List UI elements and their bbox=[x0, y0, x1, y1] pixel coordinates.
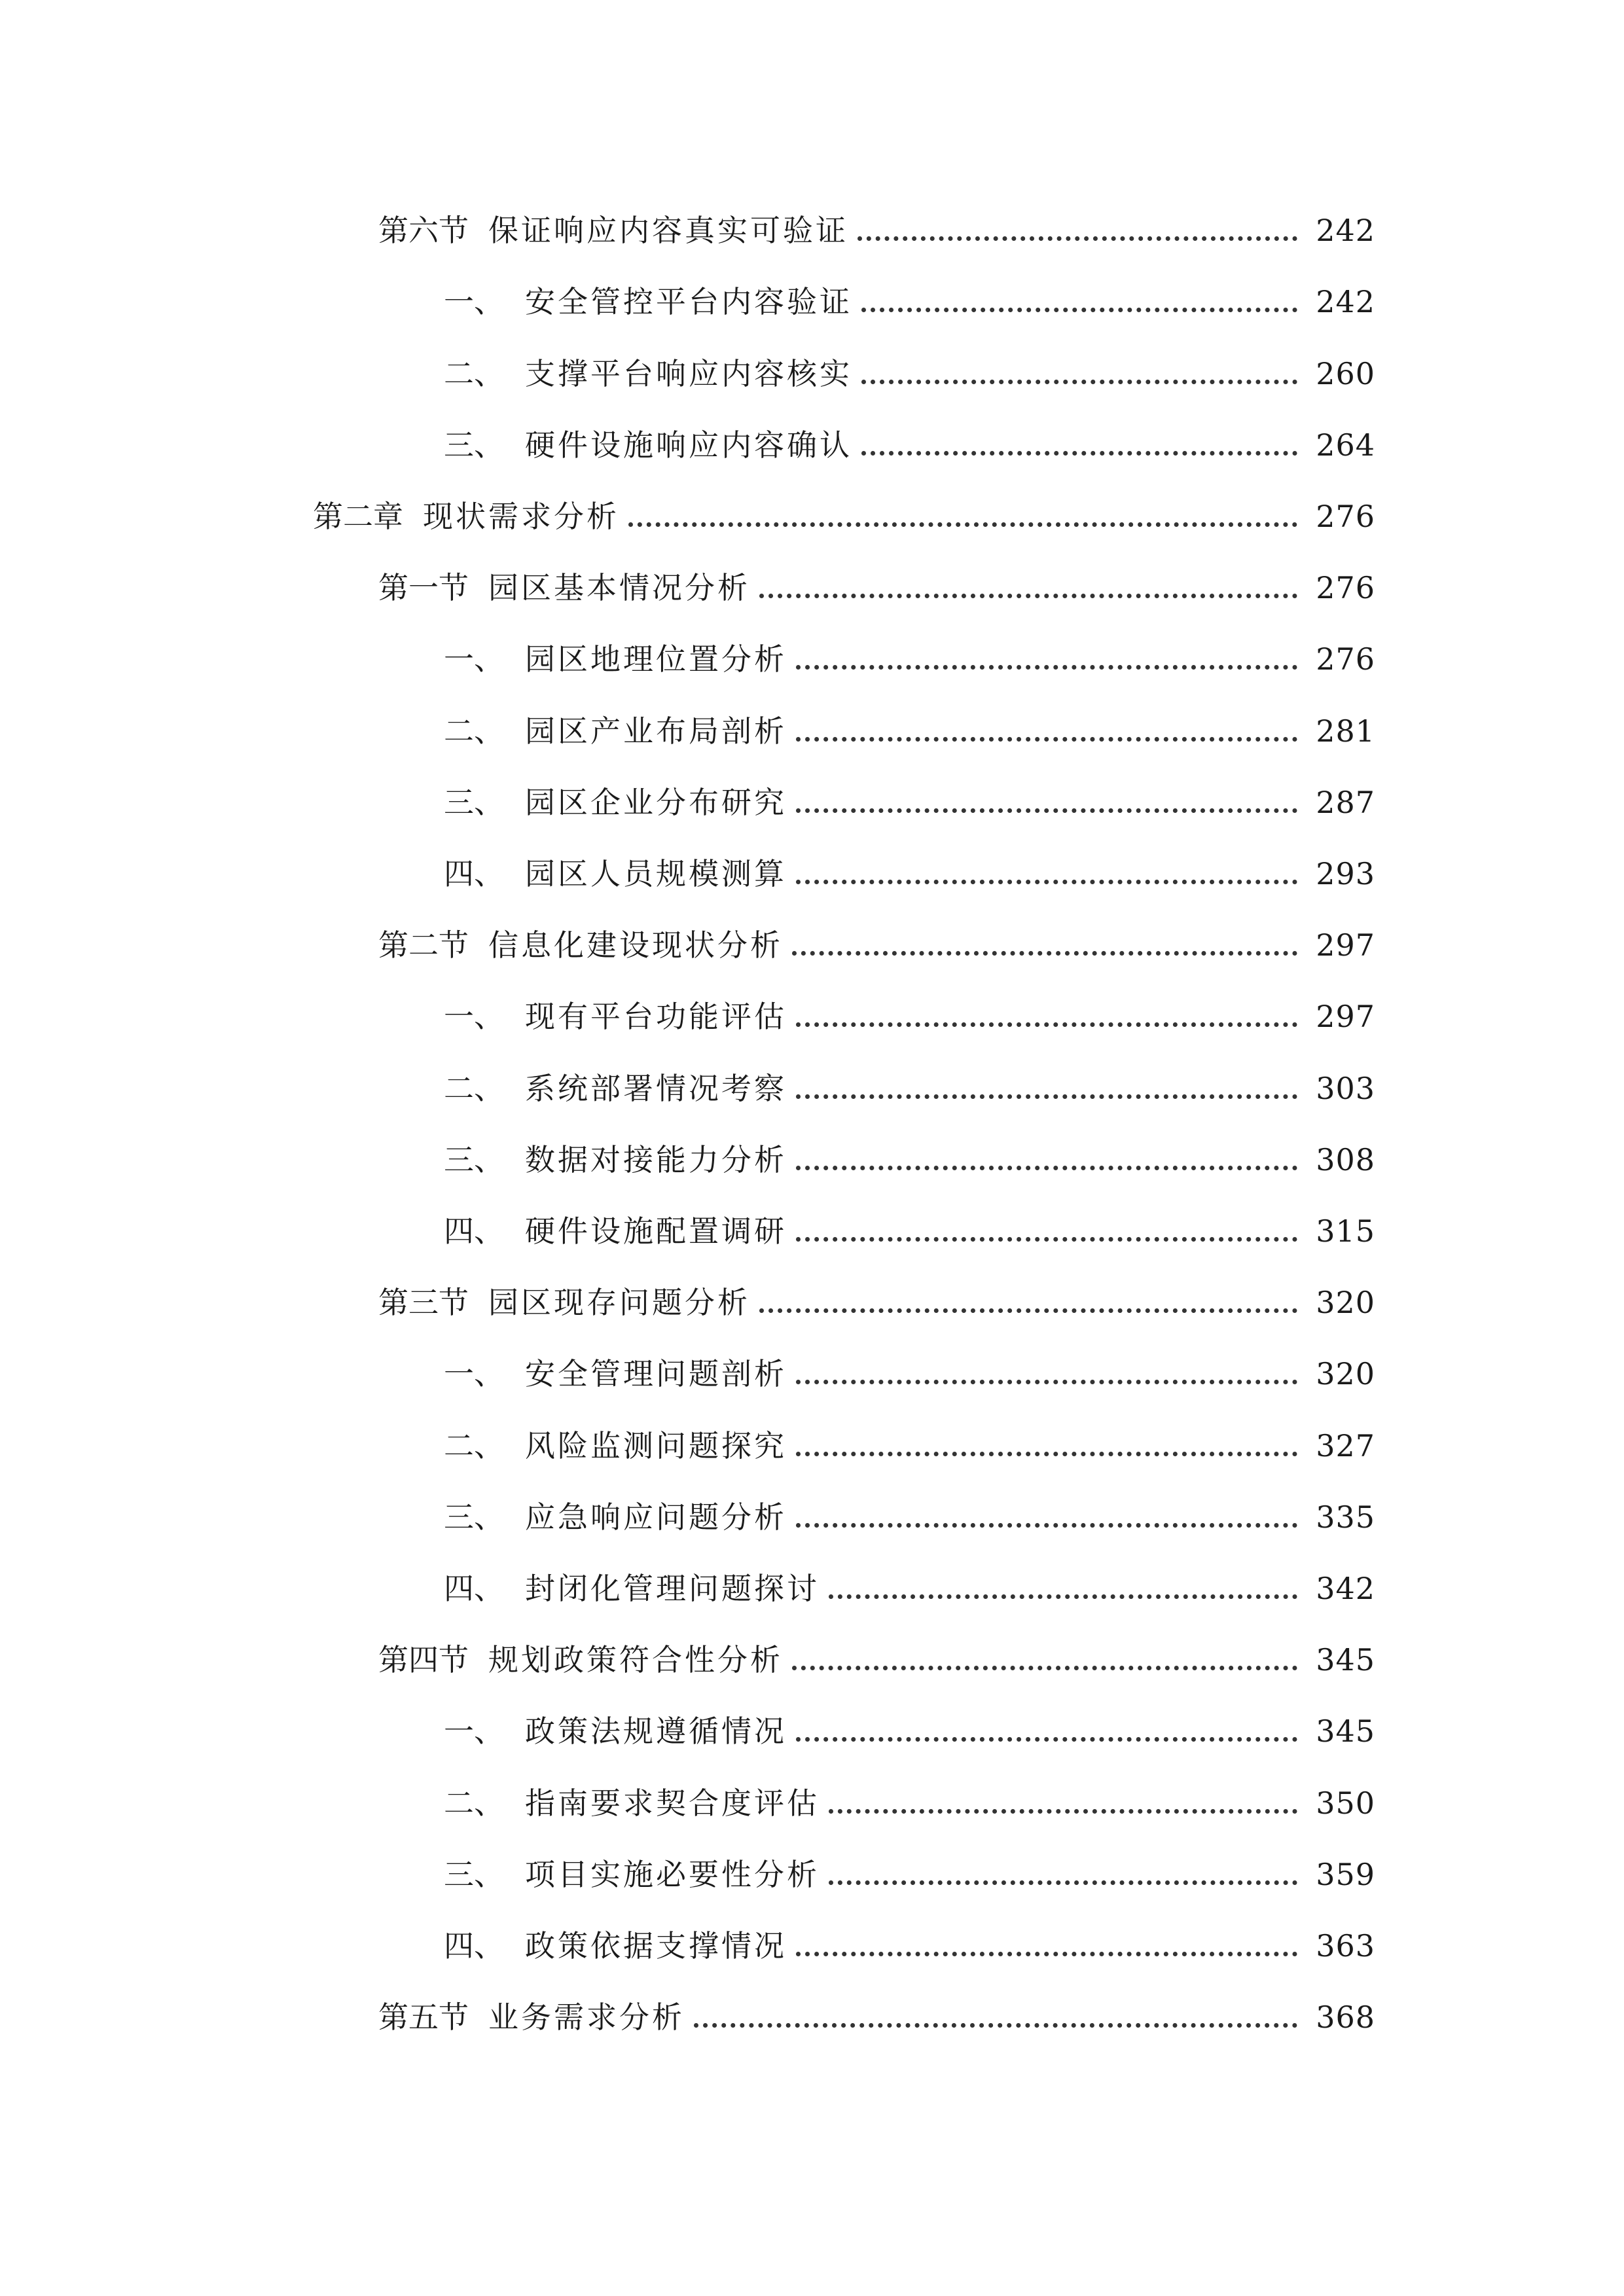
toc-entry[interactable] bbox=[444, 630, 1375, 689]
toc-entry-title: 业务需求分析 bbox=[488, 2000, 685, 2035]
toc-entry-number: 第二节 bbox=[378, 927, 469, 963]
toc-entry-number: 第四节 bbox=[378, 1642, 469, 1677]
dot-leader bbox=[829, 1809, 1297, 1814]
toc-entry[interactable] bbox=[444, 1130, 1375, 1189]
toc-entry-page: 297 bbox=[1316, 927, 1375, 963]
toc-entry-page: 293 bbox=[1316, 856, 1375, 891]
toc-entry-number: 三、 bbox=[444, 1857, 504, 1892]
toc-entry-title: 规划政策符合性分析 bbox=[488, 1642, 783, 1677]
toc-entry[interactable] bbox=[444, 272, 1375, 331]
dot-leader bbox=[694, 2023, 1297, 2028]
toc-entry-title: 政策法规遵循情况 bbox=[525, 1713, 787, 1749]
toc-entry[interactable] bbox=[444, 1344, 1375, 1403]
toc-entry-title: 硬件设施配置调研 bbox=[525, 1213, 787, 1249]
toc-entry-number: 二、 bbox=[444, 1785, 504, 1821]
toc-entry-title: 支撑平台响应内容核实 bbox=[525, 356, 852, 391]
dot-leader bbox=[759, 1308, 1297, 1313]
toc-entry[interactable] bbox=[378, 1988, 1375, 2047]
dot-leader bbox=[796, 808, 1297, 813]
toc-entry-page: 260 bbox=[1316, 356, 1375, 391]
toc-entry[interactable] bbox=[444, 1559, 1375, 1618]
toc-entry-page: 320 bbox=[1316, 1356, 1375, 1391]
toc-entry-title: 应急响应问题分析 bbox=[525, 1499, 787, 1535]
toc-entry-title: 现有平台功能评估 bbox=[525, 999, 787, 1034]
toc-entry-title: 封闭化管理问题探讨 bbox=[525, 1571, 820, 1606]
toc-entry-title: 系统部署情况考察 bbox=[525, 1071, 787, 1106]
toc-entry[interactable] bbox=[444, 416, 1375, 475]
toc-entry-title: 指南要求契合度评估 bbox=[525, 1785, 820, 1821]
toc-entry-page: 242 bbox=[1316, 213, 1375, 248]
toc-entry-number: 一、 bbox=[444, 1713, 504, 1749]
toc-entry-page: 276 bbox=[1316, 641, 1375, 677]
toc-entry-number: 四、 bbox=[444, 1571, 504, 1606]
toc-entry-number: 四、 bbox=[444, 856, 504, 891]
toc-entry[interactable] bbox=[444, 702, 1375, 761]
toc-entry[interactable] bbox=[444, 1059, 1375, 1118]
dot-leader bbox=[796, 737, 1297, 742]
dot-leader bbox=[796, 1952, 1297, 1956]
toc-entry-title: 信息化建设现状分析 bbox=[488, 927, 783, 963]
toc-entry-title: 园区人员规模测算 bbox=[525, 856, 787, 891]
toc-entry-title: 项目实施必要性分析 bbox=[525, 1857, 820, 1892]
toc-entry-number: 第一节 bbox=[378, 570, 469, 605]
toc-entry-title: 园区基本情况分析 bbox=[488, 570, 750, 605]
dot-leader bbox=[796, 1022, 1297, 1027]
toc-entry-title: 现状需求分析 bbox=[423, 499, 619, 534]
toc-entry-title: 园区产业布局剖析 bbox=[525, 713, 787, 749]
toc-entry-number: 第二章 bbox=[313, 499, 403, 534]
toc-entry-page: 303 bbox=[1316, 1071, 1375, 1106]
toc-entry-page: 368 bbox=[1316, 2000, 1375, 2035]
dot-leader bbox=[796, 1237, 1297, 1242]
toc-entry-number: 四、 bbox=[444, 1213, 504, 1249]
toc-entry-number: 二、 bbox=[444, 356, 504, 391]
toc-entry-number: 一、 bbox=[444, 1356, 504, 1391]
toc-entry[interactable] bbox=[378, 558, 1375, 617]
dot-leader bbox=[796, 880, 1297, 884]
dot-leader bbox=[628, 522, 1297, 527]
toc-entry-page: 297 bbox=[1316, 999, 1375, 1034]
toc-entry[interactable] bbox=[378, 916, 1375, 975]
dot-leader bbox=[792, 951, 1297, 956]
toc-entry-title: 安全管控平台内容验证 bbox=[525, 284, 852, 319]
toc-entry-title: 安全管理问题剖析 bbox=[525, 1356, 787, 1391]
toc-entry-number: 三、 bbox=[444, 427, 504, 463]
toc-entry-title: 硬件设施响应内容确认 bbox=[525, 427, 852, 463]
toc-entry[interactable] bbox=[313, 487, 1375, 546]
toc-entry-number: 二、 bbox=[444, 713, 504, 749]
toc-entry-title: 数据对接能力分析 bbox=[525, 1142, 787, 1177]
dot-leader bbox=[796, 1452, 1297, 1456]
toc-entry-page: 342 bbox=[1316, 1571, 1375, 1606]
toc-entry-number: 第五节 bbox=[378, 2000, 469, 2035]
toc-entry-number: 二、 bbox=[444, 1071, 504, 1106]
toc-entry[interactable] bbox=[378, 1273, 1375, 1332]
toc-entry-title: 政策依据支撑情况 bbox=[525, 1928, 787, 1964]
dot-leader bbox=[796, 1523, 1297, 1528]
toc-entry-title: 园区企业分布研究 bbox=[525, 785, 787, 820]
toc-entry[interactable] bbox=[378, 201, 1375, 260]
dot-leader bbox=[829, 1594, 1297, 1599]
toc-entry[interactable] bbox=[444, 1916, 1375, 1975]
toc-entry[interactable] bbox=[444, 1845, 1375, 1904]
dot-leader bbox=[861, 451, 1297, 456]
toc-entry-page: 276 bbox=[1316, 499, 1375, 534]
toc-entry-title: 保证响应内容真实可验证 bbox=[488, 213, 848, 248]
toc-entry-page: 345 bbox=[1316, 1713, 1375, 1749]
toc-entry-number: 三、 bbox=[444, 1499, 504, 1535]
dot-leader bbox=[796, 1737, 1297, 1742]
toc-entry-title: 园区地理位置分析 bbox=[525, 641, 787, 677]
toc-entry-number: 第三节 bbox=[378, 1285, 469, 1320]
toc-entry[interactable] bbox=[444, 1202, 1375, 1261]
toc-entry-page: 327 bbox=[1316, 1428, 1375, 1463]
dot-leader bbox=[759, 594, 1297, 598]
dot-leader bbox=[861, 380, 1297, 384]
toc-entry[interactable] bbox=[444, 1774, 1375, 1833]
dot-leader bbox=[861, 308, 1297, 312]
toc-entry[interactable] bbox=[444, 344, 1375, 403]
dot-leader bbox=[796, 1166, 1297, 1170]
toc-entry-number: 一、 bbox=[444, 999, 504, 1034]
toc-entry-page: 242 bbox=[1316, 284, 1375, 319]
toc-entry-number: 二、 bbox=[444, 1428, 504, 1463]
toc-entry[interactable] bbox=[444, 987, 1375, 1046]
toc-entry-number: 一、 bbox=[444, 284, 504, 319]
toc-entry-number: 第六节 bbox=[378, 213, 469, 248]
toc-entry-title: 风险监测问题探究 bbox=[525, 1428, 787, 1463]
toc-entry-page: 264 bbox=[1316, 427, 1375, 463]
toc-entry-page: 359 bbox=[1316, 1857, 1375, 1892]
toc-entry[interactable] bbox=[444, 773, 1375, 832]
toc-entry[interactable] bbox=[378, 1630, 1375, 1689]
toc-entry-number: 一、 bbox=[444, 641, 504, 677]
dot-leader bbox=[796, 1094, 1297, 1099]
toc-entry-page: 335 bbox=[1316, 1499, 1375, 1535]
toc-entry-number: 四、 bbox=[444, 1928, 504, 1964]
toc-entry-page: 350 bbox=[1316, 1785, 1375, 1821]
toc-entry-number: 三、 bbox=[444, 1142, 504, 1177]
dot-leader bbox=[857, 236, 1297, 241]
toc-entry-page: 276 bbox=[1316, 570, 1375, 605]
toc-entry-page: 315 bbox=[1316, 1213, 1375, 1249]
dot-leader bbox=[829, 1880, 1297, 1885]
toc-entry-page: 363 bbox=[1316, 1928, 1375, 1964]
toc-entry-page: 287 bbox=[1316, 785, 1375, 820]
toc-entry-page: 320 bbox=[1316, 1285, 1375, 1320]
toc-entry[interactable] bbox=[444, 1702, 1375, 1761]
toc-entry[interactable] bbox=[444, 1488, 1375, 1547]
toc-entry-page: 308 bbox=[1316, 1142, 1375, 1177]
toc-entry[interactable] bbox=[444, 1416, 1375, 1475]
toc-entry-page: 345 bbox=[1316, 1642, 1375, 1677]
toc-entry-title: 园区现存问题分析 bbox=[488, 1285, 750, 1320]
dot-leader bbox=[796, 665, 1297, 670]
dot-leader bbox=[796, 1380, 1297, 1384]
toc-entry-page: 281 bbox=[1316, 713, 1375, 749]
toc-entry-number: 三、 bbox=[444, 785, 504, 820]
dot-leader bbox=[792, 1666, 1297, 1670]
toc-entry[interactable] bbox=[444, 844, 1375, 903]
